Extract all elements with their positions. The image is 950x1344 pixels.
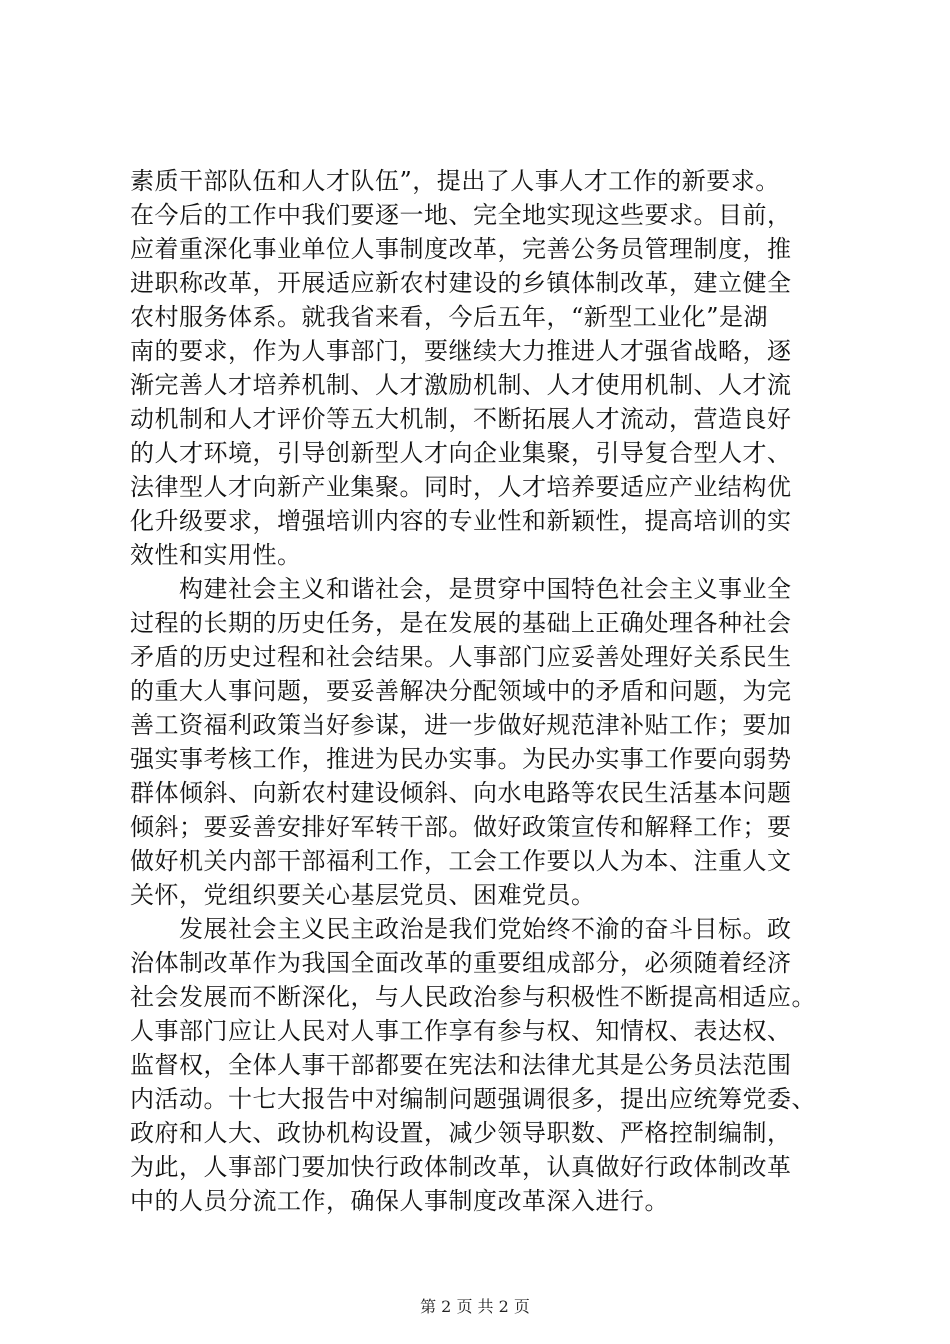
- text-line: 政府和人大、政协机构设置，减少领导职数、严格控制编制，: [130, 1119, 792, 1147]
- text-line: 为此，人事部门要加快行政体制改革，认真做好行政体制改革: [130, 1153, 792, 1181]
- text-line: 善工资福利政策当好参谋，进一步做好规范津补贴工作；要加: [130, 711, 792, 739]
- text-line: 人事部门应让人民对人事工作享有参与权、知情权、表达权、: [130, 1017, 792, 1045]
- text-line: 倾斜；要妥善安排好军转干部。做好政策宣传和解释工作；要: [130, 813, 792, 841]
- text-line: 内活动。十七大报告中对编制问题强调很多，提出应统筹党委、: [130, 1085, 816, 1113]
- text-line: 强实事考核工作，推进为民办实事。为民办实事工作要向弱势: [130, 745, 792, 773]
- text-line: 监督权，全体人事干部都要在宪法和法律尤其是公务员法范围: [130, 1051, 792, 1079]
- text-line: 动机制和人才评价等五大机制，不断拓展人才流动，营造良好: [130, 405, 792, 433]
- text-line: 治体制改革作为我国全面改革的重要组成部分，必须随着经济: [130, 949, 792, 977]
- text-line: 做好机关内部干部福利工作，工会工作要以人为本、注重人文: [130, 847, 792, 875]
- text-line: 群体倾斜、向新农村建设倾斜、向水电路等农民生活基本问题: [130, 779, 792, 807]
- text-line: 南的要求，作为人事部门，要继续大力推进人才强省战略，逐: [130, 337, 792, 365]
- text-line: 法律型人才向新产业集聚。同时，人才培养要适应产业结构优: [130, 473, 792, 501]
- text-line: 中的人员分流工作，确保人事制度改革深入进行。: [130, 1187, 669, 1215]
- text-line: 进职称改革，开展适应新农村建设的乡镇体制改革，建立健全: [130, 269, 792, 297]
- text-line: 应着重深化事业单位人事制度改革，完善公务员管理制度，推: [130, 235, 792, 263]
- text-line: 矛盾的历史过程和社会结果。人事部门应妥善处理好关系民生: [130, 643, 792, 671]
- text-line: 关怀，党组织要关心基层党员、困难党员。: [130, 881, 596, 909]
- text-line: 素质干部队伍和人才队伍”，提出了人事人才工作的新要求。: [130, 167, 780, 195]
- text-line: 效性和实用性。: [130, 541, 302, 569]
- text-line: 的人才环境，引导创新型人才向企业集聚，引导复合型人才、: [130, 439, 792, 467]
- page-number-footer: 第 2 页 共 2 页: [420, 1297, 530, 1316]
- text-line: 渐完善人才培养机制、人才激励机制、人才使用机制、人才流: [130, 371, 792, 399]
- text-line: 的重大人事问题，要妥善解决分配领域中的矛盾和问题，为完: [130, 677, 792, 705]
- text-line: 在今后的工作中我们要逐一地、完全地实现这些要求。目前，: [130, 201, 792, 229]
- text-line: 社会发展而不断深化，与人民政治参与积极性不断提高相适应。: [130, 983, 816, 1011]
- text-line: 农村服务体系。就我省来看，今后五年，“新型工业化”是湖: [130, 303, 769, 331]
- body-text: [130, 164, 860, 1218]
- text-line: 化升级要求，增强培训内容的专业性和新颖性，提高培训的实: [130, 507, 792, 535]
- text-line: 构建社会主义和谐社会，是贯穿中国特色社会主义事业全: [130, 575, 792, 603]
- text-line: 发展社会主义民主政治是我们党始终不渝的奋斗目标。政: [130, 915, 792, 943]
- text-line: 过程的长期的历史任务，是在发展的基础上正确处理各种社会: [130, 609, 792, 637]
